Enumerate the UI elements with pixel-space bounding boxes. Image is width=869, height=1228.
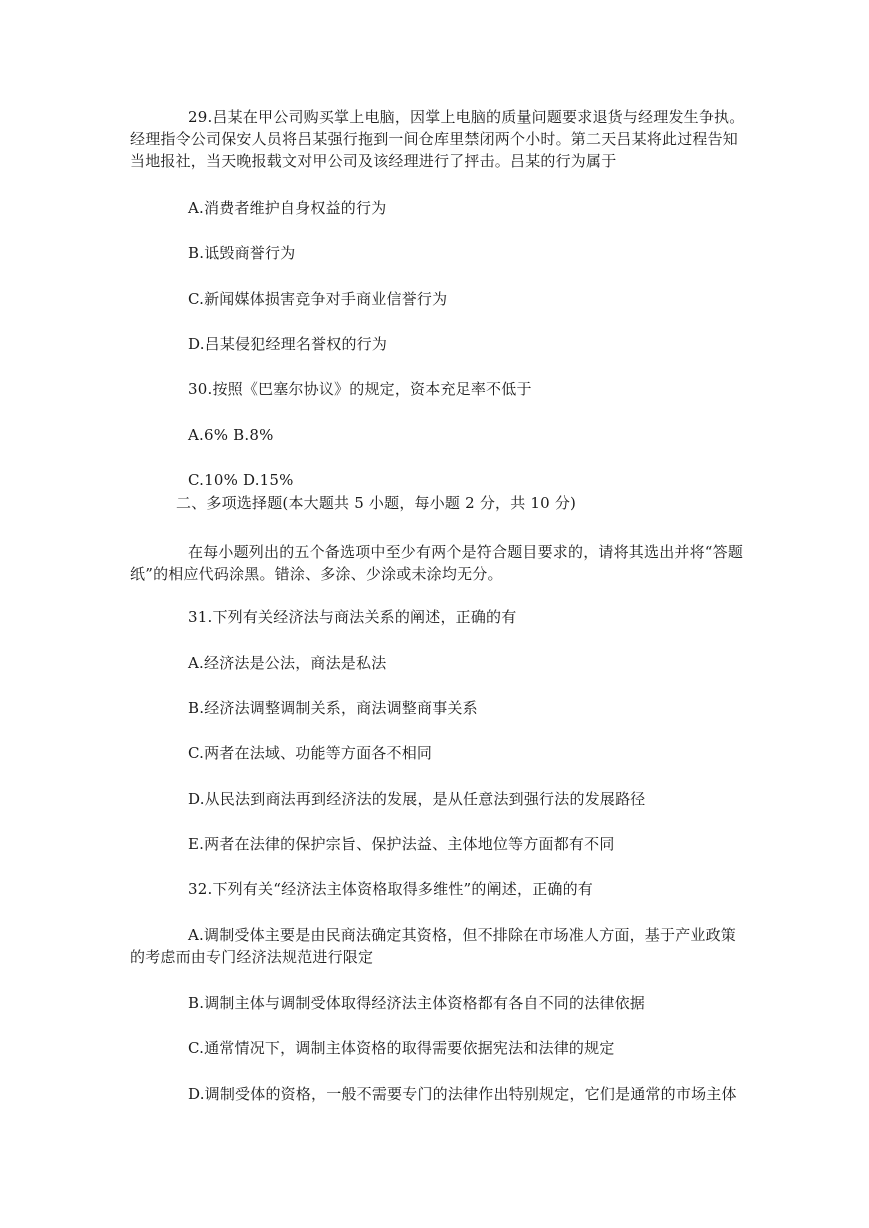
q30-options-cd: C.10% D.15% <box>188 471 294 489</box>
q30-options-ab: A.6% B.8% <box>188 426 274 444</box>
section-heading: 二、多项选择题(本大题共 5 小题，每小题 2 分，共 10 分) <box>176 494 577 512</box>
q31-option-d: D.从民法到商法再到经济法的发展，是从任意法到强行法的发展路径 <box>188 790 646 808</box>
q31-stem: 31.下列有关经济法与商法关系的阐述，正确的有 <box>188 608 517 626</box>
q32-option-a: A.调制受体主要是由民商法确定其资格，但不排除在市场准人方面，基于产业政策的考虑而由专门经济法规范进行限定 <box>130 926 737 966</box>
q32-option-c: C.通常情况下，调制主体资格的取得需要依据宪法和法律的规定 <box>188 1039 615 1057</box>
q32-option-b: B.调制主体与调制受体取得经济法主体资格都有各自不同的法律依据 <box>188 994 645 1012</box>
section-instructions: 在每小题列出的五个备选项中至少有两个是符合题目要求的，请将其选出并将“答题纸”的相应代码涂黑。错涂、多涂、少涂或未涂均无分。 <box>130 543 744 583</box>
q29-option-c: C.新闻媒体损害竞争对手商业信誉行为 <box>188 290 448 308</box>
q32-stem: 32.下列有关“经济法主体资格取得多维性”的阐述，正确的有 <box>188 880 593 898</box>
q31-option-c: C.两者在法域、功能等方面各不相同 <box>188 744 433 762</box>
q31-option-b: B.经济法调整调制关系，商法调整商事关系 <box>188 699 478 717</box>
q29-option-a: A.消费者维护自身权益的行为 <box>188 199 387 217</box>
q31-option-e: E.两者在法律的保护宗旨、保护法益、主体地位等方面都有不同 <box>188 835 615 853</box>
q29-option-b: B.诋毁商誉行为 <box>188 244 296 262</box>
q29-option-d: D.吕某侵犯经理名誉权的行为 <box>188 335 388 353</box>
q31-option-a: A.经济法是公法，商法是私法 <box>188 654 387 672</box>
q30-stem: 30.按照《巴塞尔协议》的规定，资本充足率不低于 <box>188 380 532 398</box>
q29-stem: 29.吕某在甲公司购买掌上电脑，因掌上电脑的质量问题要求退货与经理发生争执。经理指令公司保安人员将吕某强行拖到一间仓库里禁闭两个小时。第二天吕某将此过程告知当地报社，当天晚报载文对甲公司及该经理进行了抨击。吕某的行为属于 <box>130 108 745 170</box>
q32-option-d: D.调制受体的资格，一般不需要专门的法律作出特别规定，它们是通常的市场主体 <box>188 1085 737 1103</box>
